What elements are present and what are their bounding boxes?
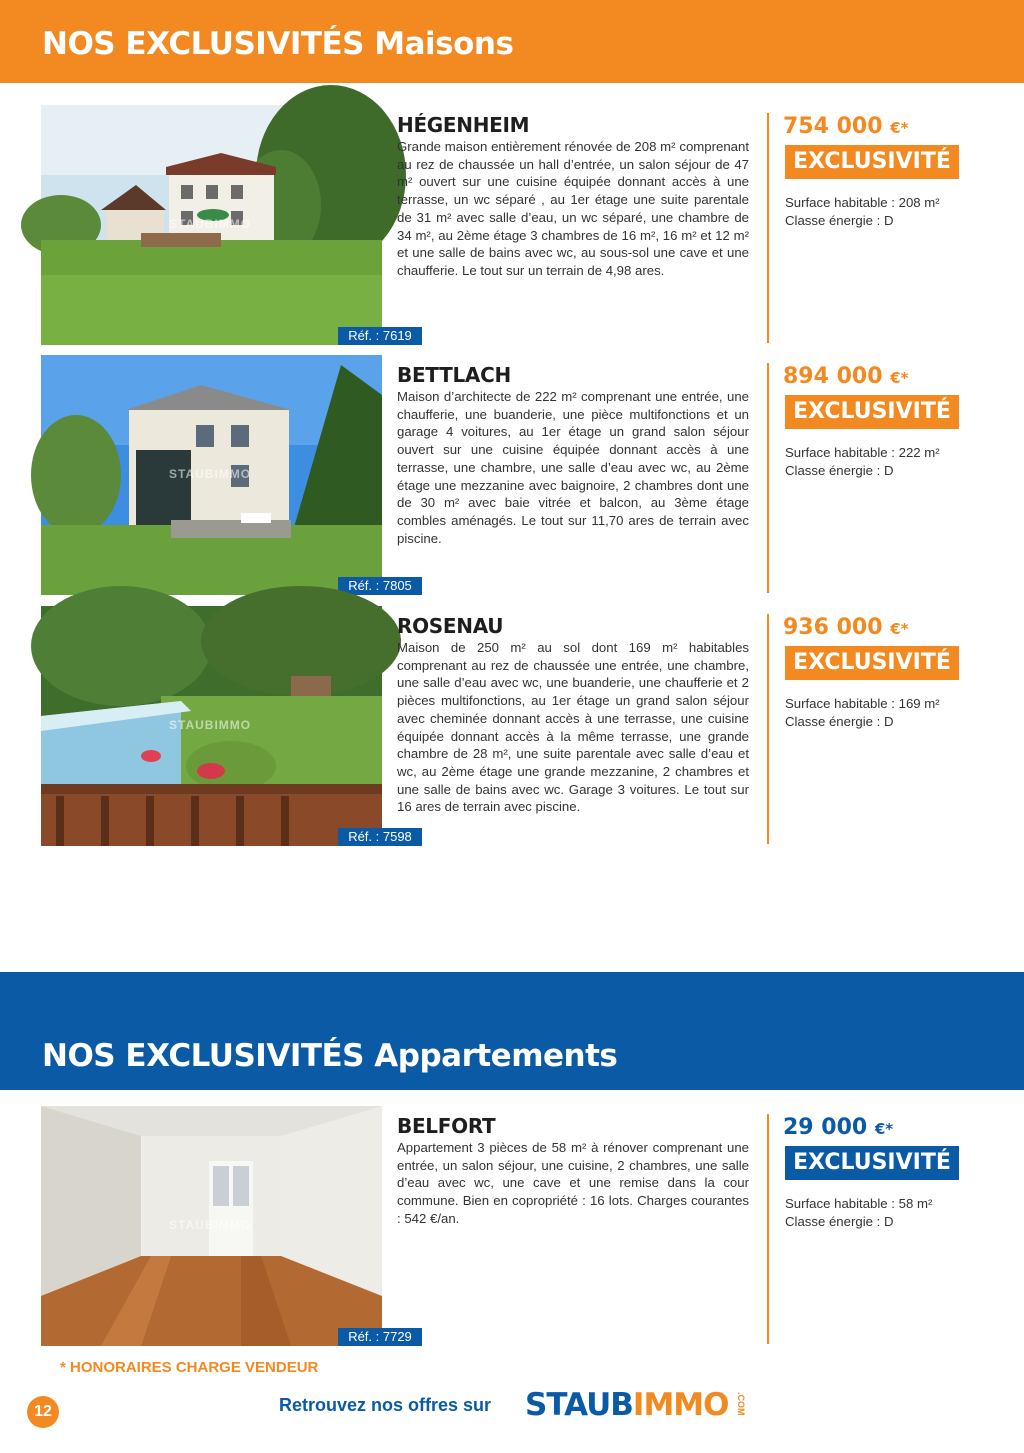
fees-note: * HONORAIRES CHARGE VENDEUR [60,1359,319,1376]
listing-price [783,1115,893,1140]
offers-link-text[interactable]: Retrouvez nos offres sur [279,1395,492,1415]
listing-photo[interactable] [41,355,412,595]
divider-line [767,113,769,343]
houses-section-title: NOS EXCLUSIVITÉS Maisons [42,26,514,62]
surface-habitable: Surface habitable : 222 m² [785,445,940,460]
price-currency: €* [890,119,909,137]
surface-habitable: Surface habitable : 169 m² [785,696,940,711]
reference-label: Réf. : 7729 [338,1328,422,1346]
listing-description: Grande maison entièrement rénovée de 208 m² comprenant au rez de chaussée un hall d’entrée, un salon séjour de 47 m² ouvert sur une cuisine équipée donnant accès à une terrasse, un wc séparé , au 1er étage une suite parentale de 31 m² avec salle d’eau, un wc séparé, une chambre de 34 m², au 2ème étage 3 chambres de 16 m², 16 m² et 12 m² et une salle de bains avec wc, au sous-sol une cave et une chaufferie. Le tout sur un terrain de 4,98 ares. [397,139,749,278]
listing-price [783,364,908,389]
listing-photo[interactable] [41,105,412,345]
price-value: 29 000 [783,1115,868,1140]
divider-line [767,363,769,593]
listing-price [783,615,908,640]
energy-class: Classe énergie : D [785,463,894,478]
listing-city: BELFORT [397,1114,496,1138]
price-value: 936 000 [783,615,883,640]
exclusivity-badge: EXCLUSIVITÉ [785,395,959,429]
energy-class: Classe énergie : D [785,213,894,228]
divider-line [767,614,769,844]
divider-line [767,1114,769,1344]
staubimmo-logo[interactable] [525,1387,729,1423]
listing-specs [785,194,940,230]
photo-watermark: STAUBIMMO [169,1218,252,1232]
price-currency: €* [874,1120,894,1138]
listing-city: BETTLACH [397,363,511,387]
logo-part-staub: STAUB [525,1387,633,1423]
listing-price [783,114,908,139]
energy-class: Classe énergie : D [785,714,894,729]
price-currency: €* [890,620,909,638]
listing-description: Maison d’architecte de 222 m² comprenant une entrée, une chaufferie, une buanderie, une pièce multifonctions et un garage 4 voitures, au 1er étage un grand salon séjour ouvert sur une cuisine équipée donnant accès à une terrasse, une chambre, une salle d’eau avec wc, au 2ème étage une mezzanine avec baignoire, 2 chambres dont une de 30 m² avec baie vitrée et balcon, au 3ème étage combles aménagés. Le tout sur 11,70 ares de terrain avec piscine. [397,389,749,546]
photo-watermark: STAUBIMMO [169,467,252,481]
listing-city: HÉGENHEIM [397,113,530,137]
listing-description: Appartement 3 pièces de 58 m² à rénover comprenant une entrée, un salon séjour, une cuisine, 2 chambres, une salle d’eau avec wc, une cave et une remise dans la cour commune. Bien en copropriété : 16 lots. Charges courantes : 542 €/an. [397,1140,749,1226]
price-value: 754 000 [783,114,883,139]
listing-city: ROSENAU [397,614,504,638]
exclusivity-badge: EXCLUSIVITÉ [785,1146,959,1180]
photo-watermark: STAUBIMMO [169,718,252,732]
energy-class: Classe énergie : D [785,1214,894,1229]
listing-photo[interactable] [41,1106,412,1346]
apartments-section-title: NOS EXCLUSIVITÉS Appartements [42,1038,618,1074]
price-value: 894 000 [783,364,883,389]
listing-description: Maison de 250 m² au sol dont 169 m² habitables comprenant au rez de chaussée une entrée, une chambre, une salle d’eau avec wc, une buanderie, une chaufferie et 2 pièces multifonctions, au 1er étage un grand salon séjour avec cheminée donnant accès à une terrasse, une cuisine équipée donnant accès à la même terrasse, une grande chambre de 28 m², une suite parentale avec salle d’eau et wc, au 2ème étage une grande mezzanine, 2 chambres et une salle de bains avec wc. Garage 3 voitures. Le tout sur 16 ares de terrain avec piscine. [397,640,749,815]
logo-domain-suffix: .COM [736,1392,746,1416]
surface-habitable: Surface habitable : 58 m² [785,1196,933,1211]
listing-specs [785,695,940,731]
exclusivity-badge: EXCLUSIVITÉ [785,145,959,179]
exclusivity-badge: EXCLUSIVITÉ [785,646,959,680]
surface-habitable: Surface habitable : 208 m² [785,195,940,210]
price-currency: €* [890,369,909,387]
reference-label: Réf. : 7805 [338,577,422,595]
listing-photo[interactable] [41,606,412,846]
logo-part-immo: IMMO [632,1387,729,1423]
page-number: 12 [27,1396,59,1428]
listing-specs [785,1195,932,1231]
reference-label: Réf. : 7619 [338,327,422,345]
houses-section-header [0,0,1024,83]
apartments-section-header [0,972,1024,1090]
reference-label: Réf. : 7598 [338,828,422,846]
listing-specs [785,444,940,480]
photo-watermark: STAUBIMMO [169,217,252,231]
